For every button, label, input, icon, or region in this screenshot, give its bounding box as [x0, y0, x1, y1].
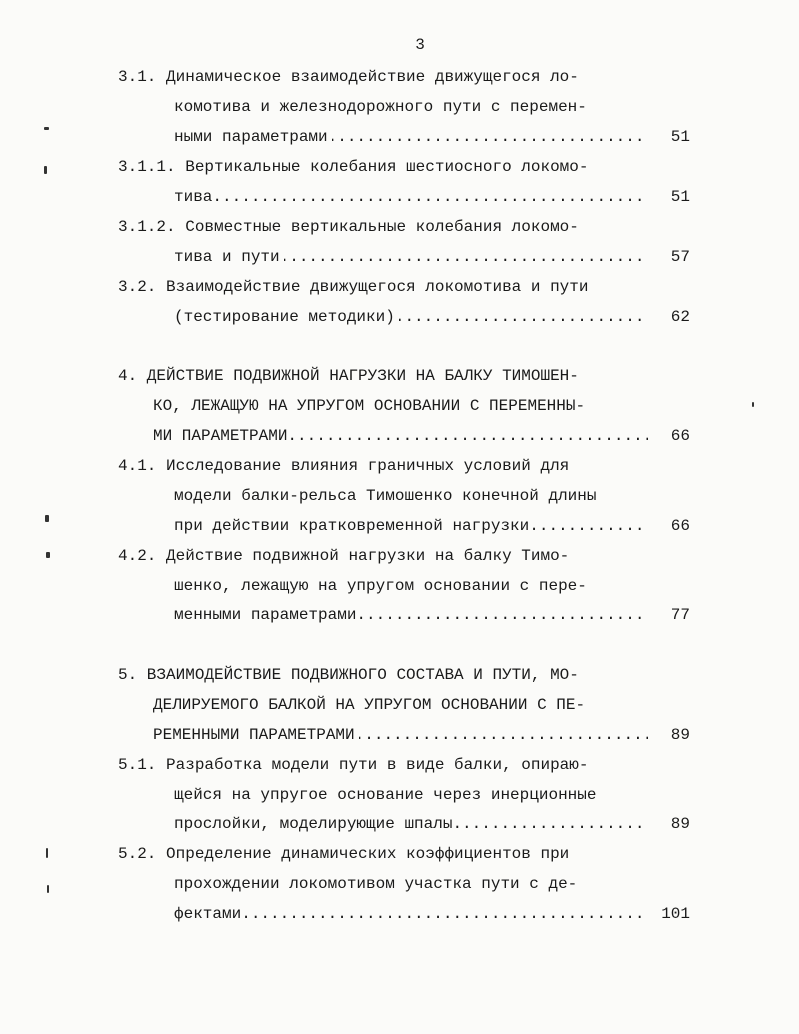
- toc-entry-5-2-last-text: фектами: [174, 905, 245, 923]
- toc-section-5-line-1: 5. ВЗАИМОДЕЙСТВИЕ ПОДВИЖНОГО СОСТАВА И ПУТИ, МО-: [118, 666, 579, 684]
- toc-entry-5-1-last-text: прослойки, моделирующие шпалы: [174, 815, 456, 833]
- scan-speck: [752, 402, 754, 407]
- toc-entry-3-1-line-2: комотива и железнодорожного пути с перемен-: [174, 98, 587, 116]
- toc-section-5-line-2: ДЕЛИРУЕМОГО БАЛКОЙ НА УПРУГОМ ОСНОВАНИИ С ПЕ-: [153, 696, 586, 714]
- toc-section-4-page: 66: [670, 427, 690, 445]
- toc-entry-3-1-2-last-text: тива и пути: [174, 248, 284, 266]
- toc-entry-4-1-page: 66: [670, 517, 690, 535]
- toc-entry-5-2-line-1: 5.2. Определение динамических коэффициентов при: [118, 845, 570, 863]
- toc-entry-5-1-line-1: 5.1. Разработка модели пути в виде балки, опираю-: [118, 756, 589, 774]
- toc-entry-3-1-1-line-1: 3.1.1. Вертикальные колебания шестиосного локомо-: [118, 158, 589, 176]
- toc-entry-4-1-line-1: 4.1. Исследование влияния граничных условий для: [118, 457, 570, 475]
- toc-entry-3-1-2-page: 57: [670, 248, 690, 266]
- scan-speck: [44, 166, 47, 174]
- toc-entry-5-1-last-line: [174, 812, 648, 836]
- scan-speck: [44, 127, 49, 130]
- toc-entry-4-1-last-line: [174, 514, 648, 538]
- toc-entry-5-1-line-2: щейся на упругое основание через инерционные: [174, 786, 597, 804]
- toc-entry-5-1-page: 89: [670, 815, 690, 833]
- toc-section-4-line-1: 4. ДЕЙСТВИЕ ПОДВИЖНОЙ НАГРУЗКИ НА БАЛКУ ТИМОШЕН-: [118, 367, 579, 385]
- toc-section-4-last-line: [153, 424, 648, 448]
- toc-section-5-last-line: [153, 723, 648, 747]
- toc-entry-4-2-last-text: менными параметрами: [174, 606, 360, 624]
- toc-entry-3-2-last-line: [174, 305, 648, 329]
- toc-entry-3-1-line-1: 3.1. Динамическое взаимодействие движущегося ло-: [118, 68, 579, 86]
- toc-section-4-line-2: КО, ЛЕЖАЩУЮ НА УПРУГОМ ОСНОВАНИИ С ПЕРЕМЕННЫ-: [153, 397, 586, 415]
- scan-speck: [46, 552, 50, 558]
- toc-entry-3-1-1-last-text: тива: [174, 188, 216, 206]
- toc-entry-3-1-page: 51: [670, 128, 690, 146]
- toc-entry-3-2-page: 62: [670, 308, 690, 326]
- toc-section-5-page: 89: [670, 726, 690, 744]
- toc-section-5-last-text: РЕМЕННЫМИ ПАРАМЕТРАМИ: [153, 726, 359, 744]
- toc-entry-3-2-last-text: (тестирование методики): [174, 308, 399, 326]
- toc-entry-3-1-last-line: [174, 125, 648, 149]
- toc-entry-5-2-line-2: прохождении локомотивом участка пути с де-: [174, 875, 578, 893]
- toc-entry-4-2-last-line: [174, 603, 648, 627]
- toc-entry-5-2-page: 101: [661, 905, 690, 923]
- toc-entry-3-1-2-line-1: 3.1.2. Совместные вертикальные колебания локомо-: [118, 218, 579, 236]
- scan-speck: [46, 848, 48, 858]
- toc-entry-3-1-1-page: 51: [670, 188, 690, 206]
- toc-entry-4-2-page: 77: [670, 606, 690, 624]
- toc-entry-3-1-last-text: ными параметрами: [174, 128, 332, 146]
- toc-entry-3-1-2-last-line: [174, 245, 648, 269]
- toc-entry-4-2-line-2: шенко, лежащую на упругом основании с пере-: [174, 577, 587, 595]
- scan-speck: [45, 515, 49, 522]
- page-number: 3: [415, 36, 425, 54]
- scan-speck: [47, 885, 49, 893]
- toc-section-4-last-text: МИ ПАРАМЕТРАМИ: [153, 427, 291, 445]
- toc-entry-3-1-1-last-line: [174, 185, 648, 209]
- toc-entry-4-2-line-1: 4.2. Действие подвижной нагрузки на балку Тимо-: [118, 547, 570, 565]
- toc-entry-3-2-line-1: 3.2. Взаимодействие движущегося локомотива и пути: [118, 278, 589, 296]
- toc-entry-5-2-last-line: [174, 902, 648, 926]
- toc-entry-4-1-last-text: при действии кратковременной нагрузки: [174, 517, 533, 535]
- toc-entry-4-1-line-2: модели балки-рельса Тимошенко конечной длины: [174, 487, 597, 505]
